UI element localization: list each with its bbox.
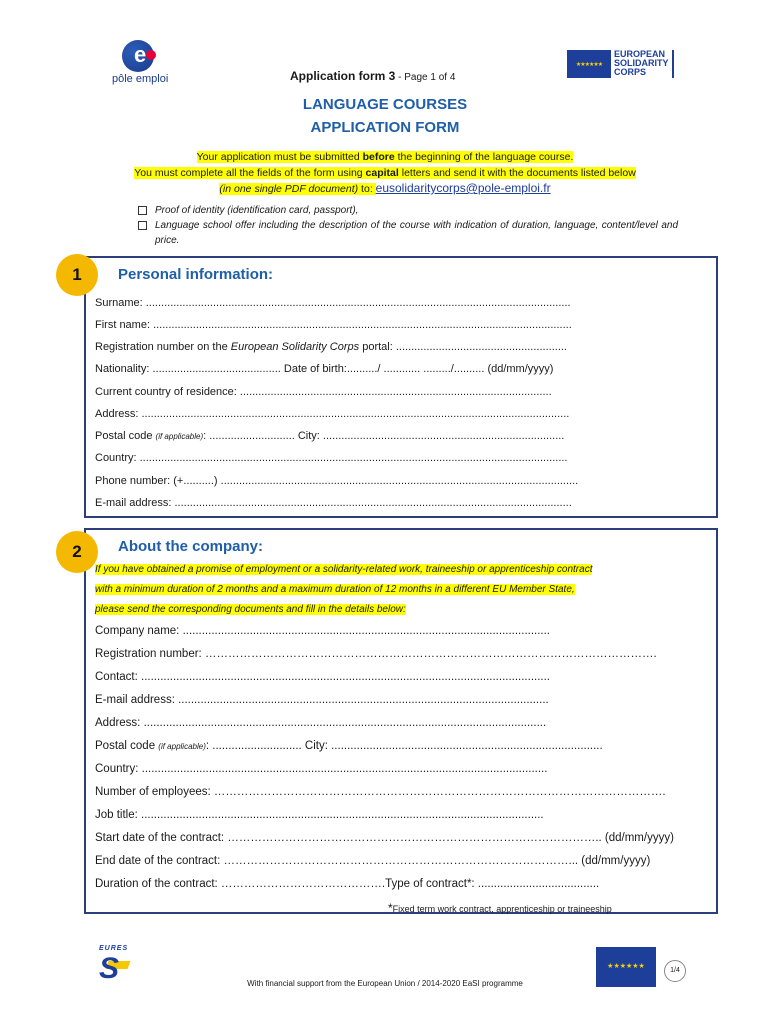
footer-support-text: With financial support from the European Union / 2014-2020 EaSI programme: [247, 979, 523, 988]
checklist-item: Language school offer including the description of the course with indication of duration, language, content/level and price.: [138, 218, 678, 248]
page-title-line2: APPLICATION FORM: [310, 119, 460, 136]
nationality-dob-field[interactable]: Nationality: .......................................... Date of birth:........../ ............ ........./.......... (dd/mm/yyyy): [95, 363, 554, 375]
country-field[interactable]: Country: ............................................................................................................................................: [95, 452, 568, 464]
start-date-field[interactable]: Start date of the contract: …………………………………………………………………………………….. (dd/mm/yyyy): [95, 832, 674, 844]
pole-emploi-text: pôle emploi: [112, 73, 169, 85]
registration-number-field[interactable]: Registration number on the European Solidarity Corps portal: ........................................................: [95, 341, 567, 353]
section-number-1: 1: [56, 254, 98, 296]
eu-flag-icon: ★★★★★★: [596, 947, 656, 987]
page-number-badge: 1/4: [664, 960, 686, 982]
company-address-field[interactable]: Address: ..............................................................................................................................: [95, 717, 547, 729]
intro-line-2: You must complete all the fields of the form using capital letters and send it with the documents listed below: [134, 167, 636, 179]
address-field[interactable]: Address: ............................................................................................................................................: [95, 408, 570, 420]
intro-line-3: (in one single PDF document) to: eusolidaritycorps@pole-emploi.fr: [219, 181, 551, 195]
eures-logo: EURES S: [97, 945, 137, 987]
company-notice: If you have obtained a promise of employment or a solidarity-related work, traineeship or apprenticeship contract with a minimum duration of 2 months and a maximum duration of 12 months in a different EU Member State, please send the corresponding documents and fill in the details below:: [95, 564, 593, 615]
company-email-field[interactable]: E-mail address: ....................................................................................................................: [95, 694, 549, 706]
esc-divider: [672, 50, 674, 78]
contract-footnote: *Fixed term work contract, apprenticeship or traineeship: [388, 901, 612, 915]
contact-field[interactable]: Contact: ................................................................................................................................: [95, 671, 550, 683]
document-checklist: [138, 203, 678, 248]
job-title-field[interactable]: Job title: ..............................................................................................................................: [95, 809, 544, 821]
application-form-label: Application form 3 - Page 1 of 4: [290, 69, 456, 83]
section-1-title: Personal information:: [118, 266, 274, 283]
company-registration-field[interactable]: Registration number: ……………………………………………………………………………………………………….: [95, 648, 657, 660]
duration-type-field[interactable]: Duration of the contract: …………………………………….Type of contract*: ......................................: [95, 878, 600, 890]
checklist-item: Proof of identity (identification card, passport),: [138, 203, 678, 218]
checkbox[interactable]: [138, 206, 147, 215]
checkbox[interactable]: [138, 221, 147, 230]
company-postal-city-field[interactable]: Postal code (if applicable): ............................ City: .....................................................................................: [95, 740, 603, 752]
postal-city-field[interactable]: Postal code (if applicable): ............................ City: ...............................................................................: [95, 430, 565, 442]
pole-emploi-logo: e pôle emploi: [112, 42, 169, 85]
page-title-line1: LANGUAGE COURSES: [302, 96, 468, 113]
employees-field[interactable]: Number of employees: ……………………………………………………………………………………………………….: [95, 786, 666, 798]
surname-field[interactable]: Surname: ...........................................................................................................................................: [95, 297, 571, 309]
first-name-field[interactable]: First name: .........................................................................................................................................: [95, 319, 572, 331]
intro-line-1: Your application must be submitted before the beginning of the language course.: [196, 151, 574, 163]
esc-flag-icon: ★★★★★★: [567, 50, 611, 78]
company-country-field[interactable]: Country: ...............................................................................................................................: [95, 763, 548, 775]
company-name-field[interactable]: Company name: ...................................................................................................................: [95, 625, 551, 637]
end-date-field[interactable]: End date of the contract: ………………………………………………………………………………... (dd/mm/yyyy): [95, 855, 651, 867]
country-residence-field[interactable]: Current country of residence: ......................................................................................................: [95, 386, 552, 398]
phone-field[interactable]: Phone number: (+..........) .....................................................................................................................: [95, 475, 579, 487]
email-field[interactable]: E-mail address: ..................................................................................................................................: [95, 497, 572, 509]
email-link[interactable]: eusolidaritycorps@pole-emploi.fr: [375, 181, 551, 195]
section-2-title: About the company:: [118, 538, 263, 555]
section-number-2: 2: [56, 531, 98, 573]
esc-logo-text: EUROPEAN SOLIDARITY CORPS: [614, 49, 669, 77]
